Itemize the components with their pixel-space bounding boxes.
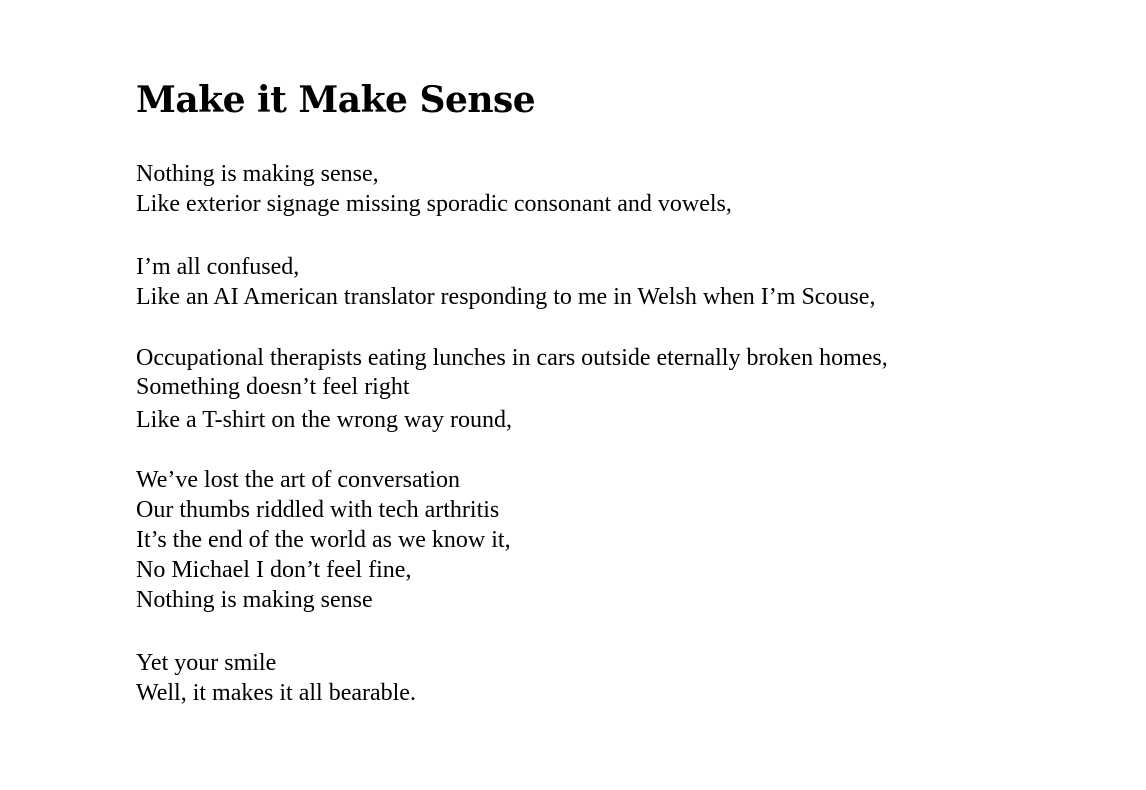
poem-line: I’m all confused, bbox=[136, 254, 300, 280]
poem-line: Yet your smile bbox=[136, 650, 277, 676]
poem-line: Well, it makes it all bearable. bbox=[136, 680, 416, 706]
poem-line: Nothing is making sense, bbox=[136, 161, 379, 187]
poem-line: Our thumbs riddled with tech arthritis bbox=[136, 497, 500, 523]
poem-line: It’s the end of the world as we know it, bbox=[136, 527, 511, 553]
poem-line: Something doesn’t feel right bbox=[136, 374, 410, 400]
poem-line: Like a T-shirt on the wrong way round, bbox=[136, 407, 512, 433]
poem-line: No Michael I don’t feel fine, bbox=[136, 557, 412, 583]
poem-line: Like exterior signage missing sporadic consonant and vowels, bbox=[136, 191, 732, 217]
poem-line: Occupational therapists eating lunches in cars outside eternally broken homes, bbox=[136, 345, 888, 371]
poem-line: We’ve lost the art of conversation bbox=[136, 467, 460, 493]
poem-line: Like an AI American translator responding to me in Welsh when I’m Scouse, bbox=[136, 284, 876, 310]
poem-title: Make it Make Sense bbox=[136, 79, 536, 121]
poem-line: Nothing is making sense bbox=[136, 587, 373, 613]
